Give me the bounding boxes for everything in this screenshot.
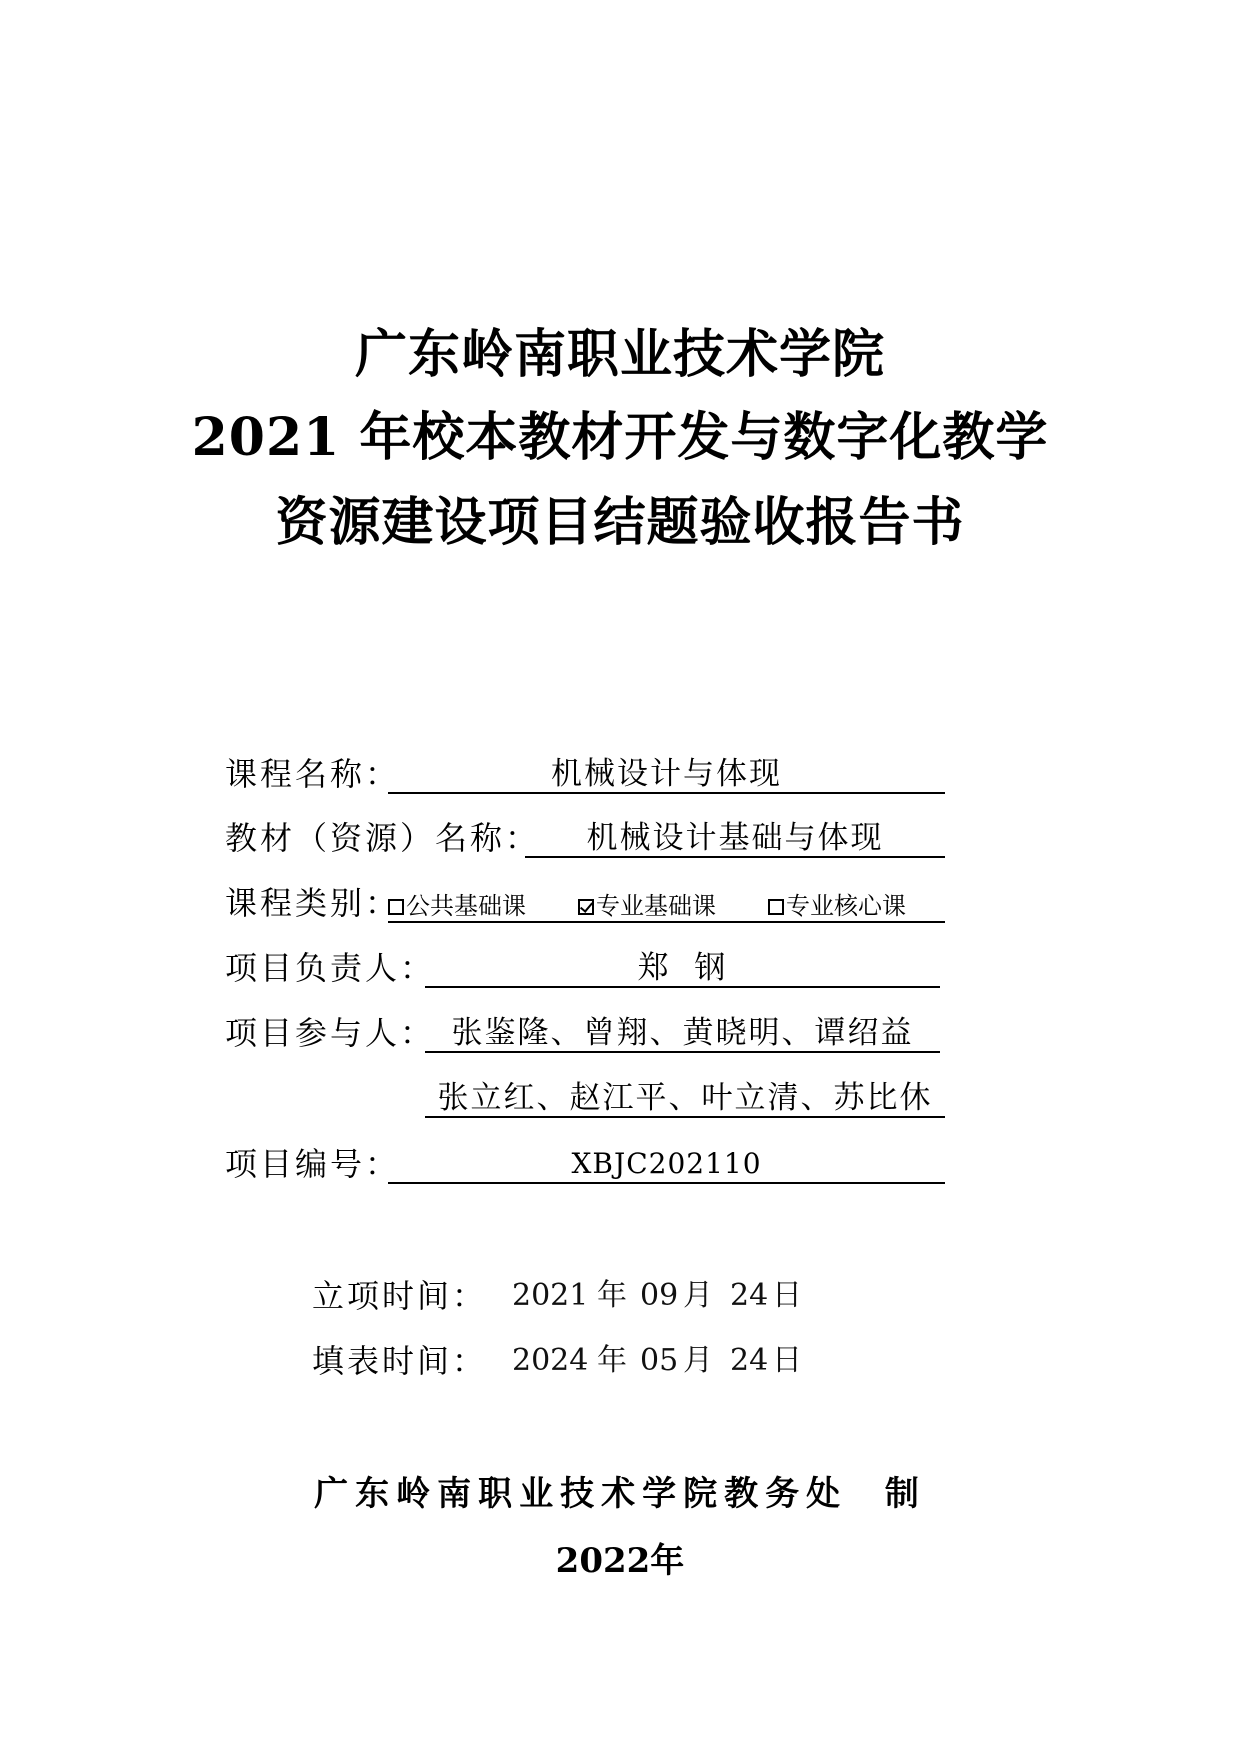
- material-name-field: 机械设计基础与体现: [525, 816, 945, 858]
- category-option-label: 专业核心课: [786, 892, 906, 920]
- course-category-label: 课程类别：: [225, 884, 401, 922]
- category-option-public[interactable]: [388, 881, 526, 931]
- title-line-3: 资源建设项目结题验收报告书: [275, 492, 965, 553]
- course-name-label: 课程名称：: [225, 755, 401, 793]
- title-line-2: 2021 年校本教材开发与数字化教学: [191, 407, 1049, 468]
- filled-month-unit: 月: [683, 1343, 713, 1378]
- filled-day-unit: 日: [772, 1343, 802, 1378]
- checkbox-unchecked-icon[interactable]: [768, 899, 784, 915]
- project-number-field: XBJC202110: [388, 1142, 945, 1184]
- approval-day-unit: 日: [772, 1278, 802, 1313]
- category-option-professional-core[interactable]: [768, 881, 906, 931]
- filled-day: 24: [730, 1343, 769, 1378]
- material-name-label: 教材（资源）名称：: [225, 819, 541, 857]
- approval-year: 2021: [512, 1278, 589, 1313]
- approval-month: 09: [640, 1278, 679, 1313]
- filled-year: 2024: [512, 1343, 589, 1378]
- issuer-text: 广东岭南职业技术学院教务处 制: [314, 1474, 926, 1514]
- participants-label: 项目参与人：: [225, 1014, 436, 1052]
- approval-year-unit: 年: [597, 1278, 627, 1313]
- filled-month: 05: [640, 1343, 679, 1378]
- title-line-1: 广东岭南职业技术学院: [354, 324, 885, 385]
- participants-field-line-2: 张立红、赵江平、叶立清、苏比休: [425, 1076, 945, 1118]
- course-category-field: [388, 881, 945, 923]
- approval-day: 24: [730, 1278, 769, 1313]
- checkbox-checked-icon[interactable]: [578, 899, 594, 915]
- filled-year-unit: 年: [597, 1343, 627, 1378]
- category-option-label: 专业基础课: [596, 892, 716, 920]
- category-option-label: 公共基础课: [406, 892, 526, 920]
- course-name-field: 机械设计与体现: [388, 752, 945, 794]
- project-leader-label: 项目负责人：: [225, 949, 436, 987]
- approval-month-unit: 月: [683, 1278, 713, 1313]
- footer-year: 2022年: [555, 1541, 685, 1581]
- project-number-label: 项目编号：: [225, 1145, 401, 1183]
- approval-date-label: 立项时间：: [312, 1277, 488, 1315]
- filled-date-label: 填表时间：: [312, 1342, 488, 1380]
- checkbox-unchecked-icon[interactable]: [388, 899, 404, 915]
- project-leader-field: 郑 钢: [425, 946, 940, 988]
- participants-field-line-1: 张鉴隆、曾翔、黄晓明、谭绍益: [425, 1011, 940, 1053]
- category-option-professional-basic[interactable]: [578, 881, 716, 931]
